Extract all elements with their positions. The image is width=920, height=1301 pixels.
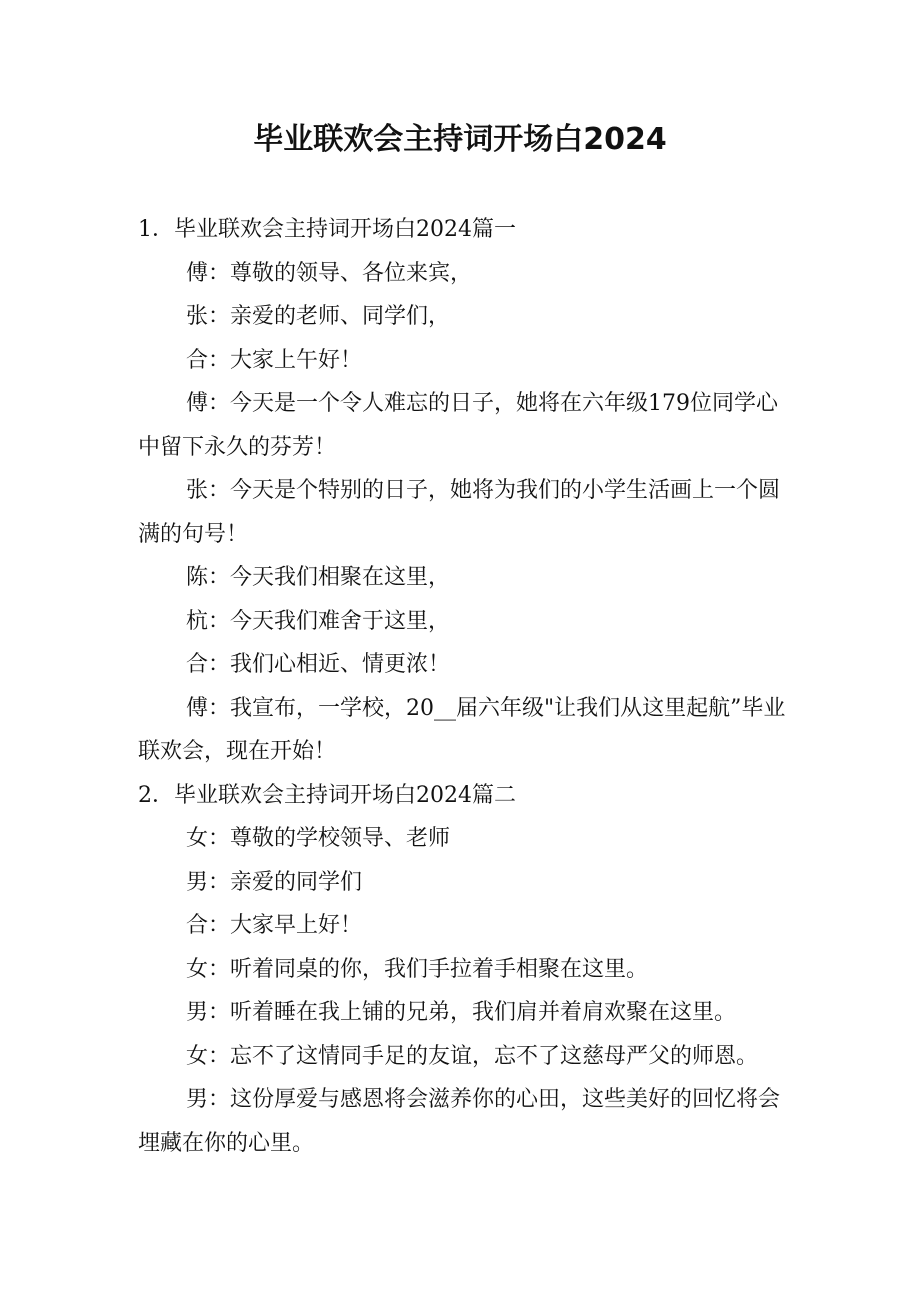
paragraph: 女：尊敬的学校领导、老师 bbox=[186, 826, 451, 851]
paragraph: 陈：今天我们相聚在这里， bbox=[186, 565, 451, 590]
paragraph: 合：大家上午好！ bbox=[186, 347, 363, 373]
paragraph: 傅：我宣布，一学校，20__届六年级"让我们从这里起航”毕业联欢会，现在开始！ bbox=[138, 695, 786, 764]
paragraph: 傅：尊敬的领导、各位来宾， bbox=[186, 260, 473, 286]
document-body bbox=[138, 208, 788, 1165]
paragraph: 傅：今天是一个令人难忘的日子，她将在六年级179位同学心中留下永久的芬芳！ bbox=[138, 391, 778, 460]
paragraph: 男：亲爱的同学们 bbox=[186, 869, 363, 895]
paragraph: 杭：今天我们难舍于这里， bbox=[186, 608, 451, 634]
document-title: 毕业联欢会主持词开场白2024 bbox=[253, 122, 667, 157]
paragraph: 男：这份厚爱与感恩将会滋养你的心田，这些美好的回忆将会埋藏在你的心里。 bbox=[138, 1087, 781, 1156]
paragraph: 女：忘不了这情同手足的友谊，忘不了这慈母严父的师恩。 bbox=[186, 1043, 759, 1069]
paragraph: 合：我们心相近、情更浓！ bbox=[186, 652, 451, 677]
section-heading-2: 2．毕业联欢会主持词开场白2024篇二 bbox=[138, 782, 516, 808]
paragraph: 男：听着睡在我上铺的兄弟，我们肩并着肩欢聚在这里。 bbox=[186, 1000, 737, 1025]
paragraph: 女：听着同桌的你，我们手拉着手相聚在这里。 bbox=[186, 956, 649, 982]
paragraph: 张：亲爱的老师、同学们， bbox=[186, 304, 451, 329]
paragraph: 张：今天是个特别的日子，她将为我们的小学生活画上一个圆满的句号！ bbox=[138, 478, 781, 547]
paragraph: 合：大家早上好！ bbox=[186, 913, 363, 938]
section-heading-1: 1．毕业联欢会主持词开场白2024篇一 bbox=[138, 217, 516, 242]
